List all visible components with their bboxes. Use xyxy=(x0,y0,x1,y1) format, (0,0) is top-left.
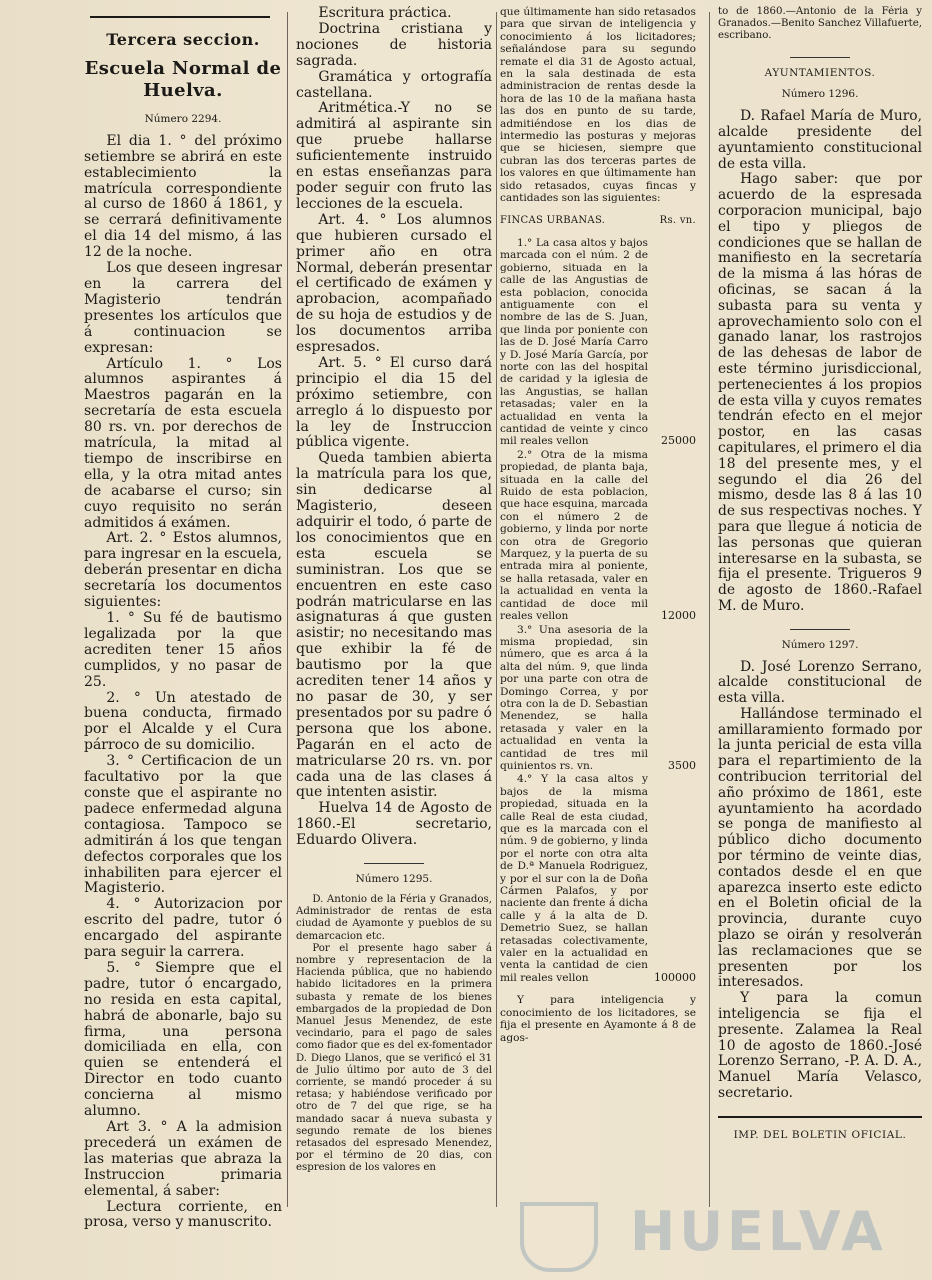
paragraph: Huelva 14 de Agosto de 1860.-El secretario, Eduardo Olivera. xyxy=(296,800,492,849)
paragraph: El dia 1. ° del próximo setiembre se abrirá en este establecimiento la matrícula correspondiente al curso de 1860 á 1861, y se cerrará definitivamente el dia 14 del mismo, á las 12 de la noche. xyxy=(84,132,282,261)
paragraph: 2. ° Un atestado de buena conducta, firmado por el Alcalde y el Cura párroco de su domicilio. xyxy=(84,689,282,754)
notice-number: Número 1295. xyxy=(355,873,433,886)
paragraph: Aritmética.-Y no se admitirá al aspirante sin que pruebe hallarse suficientemente instruido en estas enseñanzas para poder seguir con fruto las lecciones de la escuela. xyxy=(296,100,492,212)
paragraph: Gramática y ortografía castellana. xyxy=(296,68,492,101)
section-heading: Tercera seccion. xyxy=(106,30,260,49)
watermark-text: HUELVA xyxy=(630,1200,887,1263)
paragraph: 5. ° Siempre que el padre, tutor ó encargado, no resida en esta capital, habrá de abonarle, bajo su firma, una persona domiciliada en ella, con quien se entenderá el Director en todo cuanto concierna al mismo alumno. xyxy=(84,959,282,1120)
paragraph: Y para la comun inteligencia se fija el presente. Zalamea la Real 10 de agosto de 1860.-José Lorenzo Serrano, -P. A. D. A., Manuel María Velasco, secretario. xyxy=(718,990,922,1102)
fincas-label: FINCAS URBANAS. xyxy=(500,214,606,226)
notice-title: Escuela Normal de Huelva. xyxy=(84,57,282,101)
fincas-header xyxy=(500,215,696,227)
list-item xyxy=(500,773,696,984)
list-item xyxy=(500,624,696,773)
paragraph: Art. 5. ° El curso dará principio el dia 15 del próximo setiembre, con arreglo á lo dispuesto por la ley de Instruccion pública vigente. xyxy=(296,354,492,451)
paragraph: Escritura práctica. xyxy=(318,6,452,21)
paragraph: to de 1860.—Antonio de la Féria y Granados.—Benito Sanchez Villafuerte, escribano. xyxy=(718,6,922,42)
paragraph: D. Antonio de la Féria y Granados, Administrador de rentas de esta ciudad de Ayamonte y pueblos de su demarcacion etc. xyxy=(296,893,492,942)
list-item xyxy=(500,237,696,448)
notice-number: Número 2294. xyxy=(144,112,222,125)
paragraph: que últimamente han sido retasados para que sirvan de inteligencia y conocimiento á los licitadores; señalándose para su segundo remate el dia 31 de Agosto actual, en la sala destinada de esta administracion de rentas desde la hora de las 10 de la mañana hasta las dos en punto de su tarde, admitiéndose en los dias de intermedio las posturas y mejoras que se hiciesen, siempre que cubran las dos terceras partes de los valores en que últimamente han sido retasados, cuyas fincas y cantidades son las siguientes: xyxy=(500,6,696,205)
column-1 xyxy=(84,6,282,1231)
paragraph: D. Rafael María de Muro, alcalde presidente del ayuntamiento constitucional de esta villa. xyxy=(718,108,922,172)
column-3 xyxy=(500,6,696,1044)
item-text: 4.° Y la casa altos y bajos de la misma propiedad, situada en la calle Real de esta ciudad, que es la marcada con el núm. 9 de gobierno, y linda por el norte con otra alta de D.ª Manuela Rodriguez, y por el sur con la de Doña Cármen Palafos, y por naciente dan frente á dicha calle y á la alta de D. Demetrio Suez, se hallan retasadas colectivamente, valer en la actualidad en venta la cantidad de cien mil reales vellon xyxy=(500,773,648,984)
item-amount: 100000 xyxy=(654,970,696,984)
column-rule xyxy=(496,12,497,1207)
paragraph: Lectura corriente, en prosa, verso y manuscrito. xyxy=(84,1198,282,1231)
separator xyxy=(790,57,850,58)
shield-icon xyxy=(520,1202,598,1272)
item-text: 2.° Otra de la misma propiedad, de planta baja, situada en la calle del Ruido de esta poblacion, que hace esquina, marcada con el número 2 de gobierno, y linda por norte con otra de Gregorio Marquez, y la puerta de su entrada mira al poniente, se halla retasada, valer en la actualidad en venta la cantidad de doce mil reales vellon xyxy=(500,448,648,623)
watermark-logo xyxy=(520,1192,887,1272)
list-item xyxy=(500,449,696,623)
paragraph: Doctrina cristiana y nociones de historia sagrada. xyxy=(296,20,492,69)
top-rule xyxy=(90,16,270,18)
paragraph: Por el presente hago saber á nombre y representacion de la Hacienda pública, que no habiendo habido licitadores en la primera subasta y remate de los bienes embargados de la propiedad de Don Manuel Jesus Menendez, de este vecindario, para el pago de sales como fiador que es del ex-fomentador D. Diego Llanos, que se verificó el 31 de Julio último por auto de 3 del corriente, se mandó proceder á su retasa; y habiéndose verificado por otro de 7 del que rige, se ha mandado sacar á nueva subasta y segundo remate de los bienes retasados del espresado Menendez, por el término de 20 dias, con espresion de los valores en xyxy=(296,942,492,1174)
paragraph: Art. 2. ° Estos alumnos, para ingresar en la escuela, deberán presentar en dicha secretaría los documentos siguientes: xyxy=(84,530,282,611)
paragraph: Art. 4. ° Los alumnos que hubieren cursado el primer año en otra Normal, deberán presentar el certificado de exámen y aprobacion, acompañado de su hoja de estudios y de los documentos arriba espresados. xyxy=(296,211,492,356)
separator xyxy=(364,863,424,864)
item-text: 3.° Una asesoria de la misma propiedad, sin número, que es arca á la alta del núm. 9, que linda por una parte con otra de Domingo Correa, y por otra con la de D. Sebastian Menendez, se halla retasada y valer en la actualidad en venta la cantidad de tres mil quinientos rs. vn. xyxy=(500,623,648,772)
item-amount: 3500 xyxy=(668,758,696,772)
item-amount: 25000 xyxy=(661,434,696,448)
paragraph: 1. ° Su fé de bautismo legalizada por la que acrediten tener 15 años cumplidos, y no pasar de 25. xyxy=(84,610,282,690)
paragraph: Los que deseen ingresar en la carrera del Magisterio tendrán presentes los artículos que á continuacion se expresan: xyxy=(84,260,282,356)
paragraph: 4. ° Autorizacion por escrito del padre, tutor ó encargado del aspirante para seguir la carrera. xyxy=(84,896,282,961)
notice-number: Número 1296. xyxy=(781,88,859,101)
column-rule xyxy=(709,12,710,1207)
column-rule xyxy=(287,12,288,1207)
section-heading: AYUNTAMIENTOS. xyxy=(764,66,876,79)
column-4 xyxy=(718,6,922,1144)
notice-number: Número 1297. xyxy=(781,638,859,651)
paragraph: Artículo 1. ° Los alumnos aspirantes á Maestros pagarán en la secretaría de esta escuela 80 rs. vn. por derechos de matrícula, la mitad al tiempo de inscribirse en ella, y la otra mitad antes de acabarse el curso; sin cuyo requisito no serán admitidos á exámen. xyxy=(84,355,282,531)
printer-imprint: IMP. DEL BOLETIN OFICIAL. xyxy=(718,1116,922,1144)
paragraph: Hago saber: que por acuerdo de la espresada corporacion municipal, bajo el tipo y pliegos de condiciones que se hallan de manifiesto en la secretaría de la misma á las hóras de oficinas, se sacan á la subasta para su venta y aprovechamiento solo con el ganado lanar, los rastrojos de las dehesas de labor de este término jurisdiccional, pertenecientes á los propios de esta villa y cuyos remates tendrán efecto en el mejor postor, en las casas capitulares, el primero el dia 18 del presente mes, y el segundo el dia 26 del mismo, desde las 8 á las 10 de sus respectivas noches. Y para que llegue á noticia de las personas que quieran interesarse en la subasta, se fija el presente. Trigueros 9 de agosto de 1860.-Rafael M. de Muro. xyxy=(718,171,922,614)
paragraph: Art 3. ° A la admision precederá un exámen de las materias que abraza la Instruccion primaria elemental, á saber: xyxy=(84,1119,282,1199)
currency-label: Rs. vn. xyxy=(659,214,696,226)
paragraph: Queda tambien abierta la matrícula para los que, sin dedicarse al Magisterio, deseen adquirir el todo, ó parte de los conocimientos que en esta escuela se suministran. Los que se encuentren en este caso podrán matricularse en las asignaturas á que gusten asistir; no necesitando mas que exhibir la fé de bautismo por la que acrediten tener 14 años y no pasar de 30, y ser presentados por su padre ó persona que los abone. Pagarán en el acto de matricularse 20 rs. vn. por cada una de las clases á que intenten asistir. xyxy=(296,450,492,801)
paragraph: Hallándose terminado el amillaramiento formado por la junta pericial de esta villa para el repartimiento de la contribucion territorial del año próximo de 1861, este ayuntamiento ha acordado se ponga de manifiesto al público dicho documento por término de veinte dias, contados desde el en que aparezca inserto este edicto en el Boletin oficial de la provincia, durante cuyo plazo se oirán y resolverán las reclamaciones que se presenten por los interesados. xyxy=(718,705,922,991)
paragraph: Y para inteligencia y conocimiento de los licitadores, se fija el presente en Ayamonte á 8 de agos- xyxy=(500,994,696,1044)
item-amount: 12000 xyxy=(661,609,696,623)
column-2 xyxy=(296,6,492,1175)
item-text: 1.° La casa altos y bajos marcada con el núm. 2 de gobierno, situada en la calle de las Angustias de esta poblacion, conocida antiguamente con el nombre de las de S. Juan, que linda por poniente con las de D. José María Carro y D. José María García, por norte con las del hospital de caridad y la iglesia de las Angustias, se hallan retasadas; valer en la actualidad en venta la cantidad de veinte y cinco mil reales vellon xyxy=(500,236,648,448)
paragraph: 3. ° Certificacion de un facultativo por la que conste que el aspirante no padece enfermedad alguna contagiosa. Tampoco se admitirán á los que tengan defectos corporales que los inhabiliten para ejercer el Magisterio. xyxy=(84,753,282,897)
separator xyxy=(790,629,850,630)
paragraph: D. José Lorenzo Serrano, alcalde constitucional de esta villa. xyxy=(718,658,922,707)
